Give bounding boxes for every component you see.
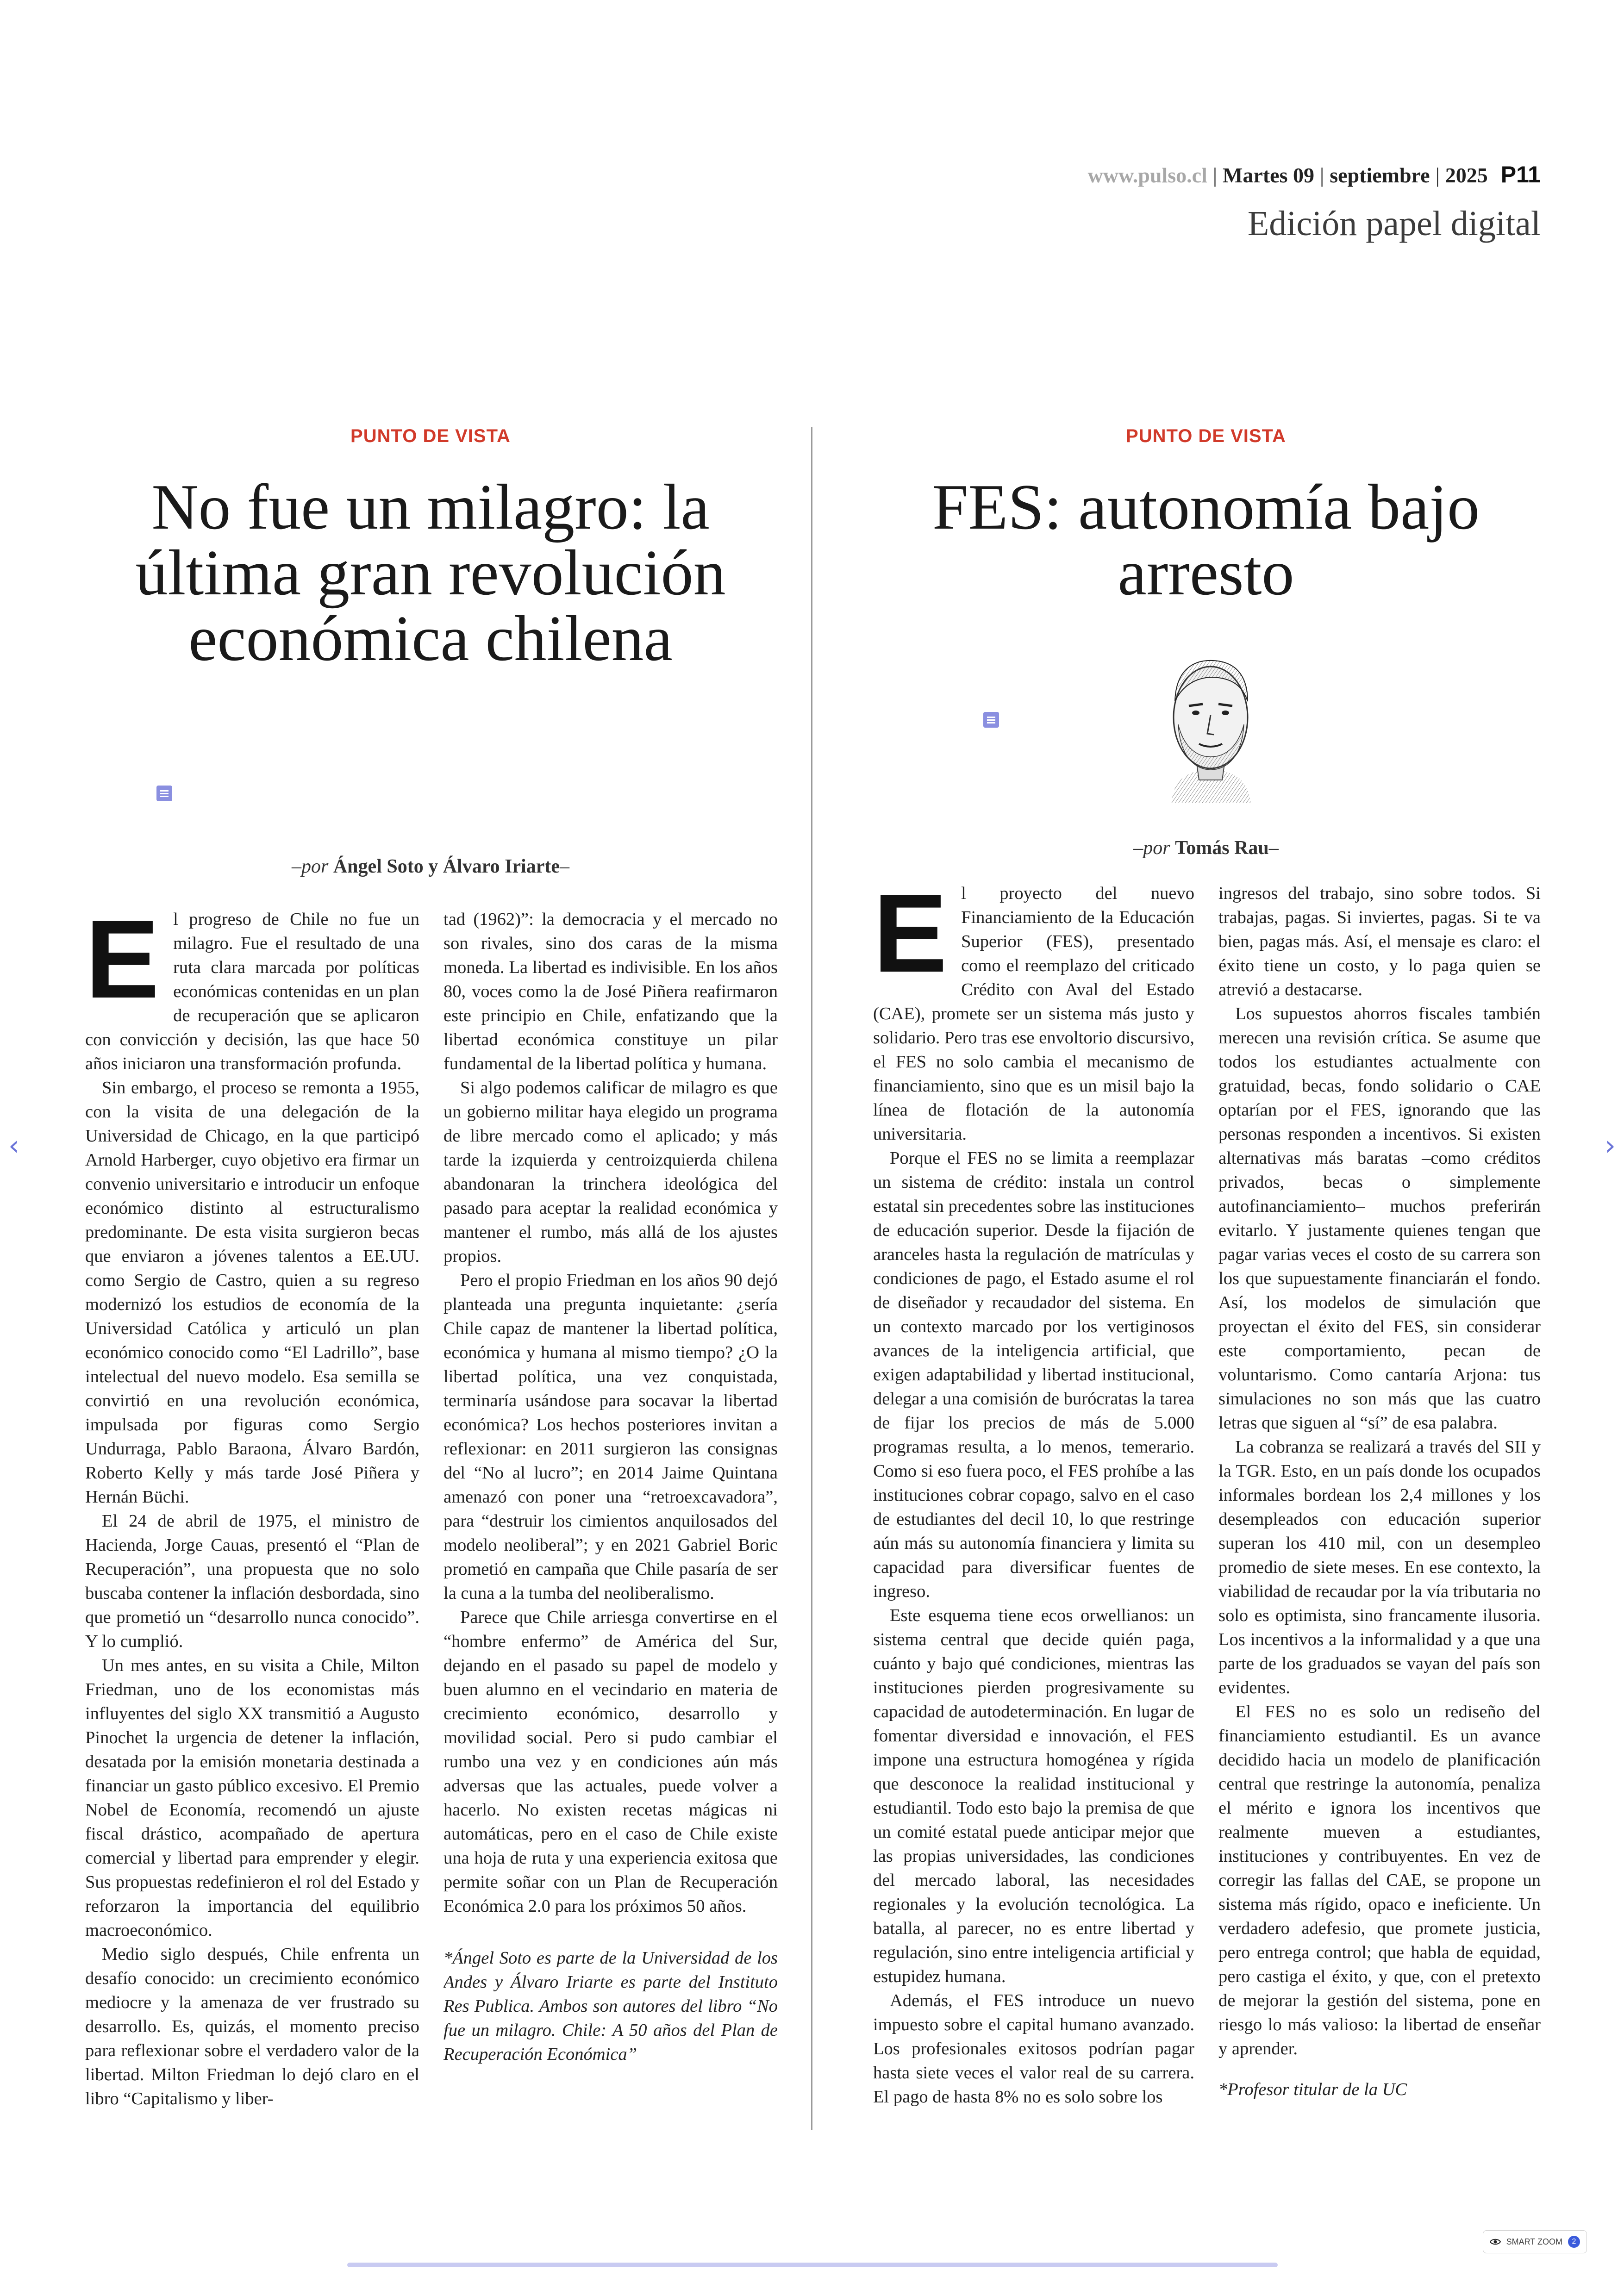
paragraph: El 24 de abril de 1975, el ministro de Hacienda, Jorge Cauas, presentó el “Plan de Recuperación”, una propuesta que no solo buscaba contener la inflación desbordada, sino que prometió un “desarrollo nunca conocido”. Y lo cumplió. [85,1511,419,1651]
paragraph: Los supuestos ahorros fiscales también merecen una revisión crítica. Se asume que todos los estudiantes actualmente con gratuidad, becas, fondo solidario o CAE optarían por el FES, ignorando que las personas responden a incentivos. Si existen alternativas más baratas –como créditos privados, becas o simplemente autofinanciamiento– muchos preferirán evitarlo. Y justamente quienes tengan que pagar varias veces el costo de su carrera son los que supuestamente financiarán el fondo. Así, los modelos de simulación que proyectan el éxito del FES, sin considerar este comportamiento, pecan de voluntarismo. Como cantaría Arjona: tus simulaciones no son más que las cuatro letras que siguen al “sí” de esa palabra. [1218,1004,1541,1433]
column-divider [811,427,812,2130]
right-article-column-2 [1218,881,1541,2140]
paragraph: l progreso de Chile no fue un milagro. Fue el resultado de una ruta clara marcada por políticas económicas contenidas en un plan de recuperación que se aplicaron con convicción y decisión, las que hace 50 años iniciaron una transformación profunda. [85,910,419,1073]
left-byline-suffix: – [560,856,569,877]
issue-year: 2025 [1445,163,1488,187]
left-headline: No fue un milagro: la última gran revolución económica chilena [135,471,726,674]
left-byline [83,855,778,878]
paragraph: Este esquema tiene ecos orwellianos: un sistema central que decide quién paga, cuánto y bajo qué condiciones, mientras las instituciones pierden progresivamente su capacidad de autodeterminación. En lugar de fomentar diversidad e innovación, el FES impone una estructura homogénea y rígida que desconoce la realidad institucional y estudiantil. Todo esto bajo la premisa de que un comité estatal puede anticipar mejor que las propias universidades, las condiciones del mercado laboral, las necesidades regionales y la evolución tecnológica. La batalla, al parecer, no es entre libertad y regulación, sino entre inteligencia artificial y estupidez humana. [873,1606,1194,1986]
author-note: *Profesor titular de la UC [1218,2080,1407,2099]
right-byline-authors: Tomás Rau [1175,837,1269,859]
smart-zoom-count-badge: 2 [1568,2236,1580,2248]
paragraph: l proyecto del nuevo Financiamiento de la Educación Superior (FES), presentado como el reemplazo del criticado Crédito con Aval del Estado (CAE), promete ser un sistema más justo y solidario. Pero tras ese envoltorio discursivo, el FES no solo cambia el mecanismo de financiamiento, sino que es un misil bajo la línea de flotación de la autonomía universitaria. [873,884,1194,1144]
left-kicker: PUNTO DE VISTA [350,426,511,446]
paragraph: Porque el FES no se limita a reemplazar un sistema de crédito: instala un control estatal sin precedentes sobre las instituciones de educación superior. Desde la fijación de aranceles hasta la regulación de matrículas y condiciones de pago, el Estado asume el rol de diseñador y recaudador del sistema. En un contexto marcado por los vertiginosos avances de la inteligencia artificial, que exigen adaptabilidad y libertad institucional, delegar a una comisión de burócratas la tarea de fijar los precios de más de 5.000 programas resulta, a lo menos, temerario. Como si eso fuera poco, el FES prohíbe a las instituciones cobrar copago, salvo en el caso de estudiantes del decil 10, lo que restringe aún más su autonomía financiera y limita su capacidad para diversificar fuentes de ingreso. [873,1148,1194,1601]
paragraph: Un mes antes, en su visita a Chile, Milton Friedman, uno de los economistas más influyentes del siglo XX transmitió a Augusto Pinochet la urgencia de detener la inflación, desatada por la emisión monetaria destinada a financiar un gasto público excesivo. El Premio Nobel de Economía, recomendó un ajuste fiscal drástico, acompañado de apertura comercial y libertad para emprender y elegir. Sus propuestas redefinieron el rol del Estado y reforzaron la importancia del equilibrio macroeconómico. [85,1656,419,1940]
issue-month: septiembre [1330,163,1430,187]
page-header: www.pulso.cl | Martes 09 | septiembre | 2025 P11 [1087,162,1541,187]
paragraph: Parece que Chile arriesga convertirse en el “hombre enfermo” de América del Sur, dejando en el pasado su papel de modelo y buen alumno en el vecindario en materia de crecimiento económico, desarrollo y movilidad social. Pero si pudo cambiar el rumbo una vez y en condiciones aún más adversas que las actuales, puede volver a hacerlo. No existen recetas mágicas ni automáticas, pero en el caso de Chile existe una hoja de ruta y una experiencia exitosa que permite soñar con un Plan de Recuperación Económica 2.0 para los próximos 50 años. [443,1608,778,1916]
prev-page-arrow-icon[interactable]: ‹ [8,1129,19,1162]
horizontal-scrollbar[interactable] [347,2263,1278,2267]
smart-zoom-label: SMART ZOOM [1506,2237,1562,2246]
annotation-note-icon[interactable] [983,712,999,728]
paragraph: La cobranza se realizará a través del SII y la TGR. Esto, en un país donde los ocupados informales bordean los 2,4 millones y los desempleados con educación superior superan los 410 mil, con un desempleo promedio de siete meses. En ese contexto, la viabilidad de recaudar por la vía tributaria no solo es optimista, sino francamente ilusoria. Los incentivos a la informalidad y a que una parte de los graduados se vayan del país son evidentes. [1218,1437,1541,1697]
paragraph: Sin embargo, el proceso se remonta a 1955, con la visita de una delegación de la Universidad de Chicago, en la que participó Arnold Harberger, cuyo objetivo era firmar un convenio universitario e introducir un enfoque económico distinto al estructuralismo predominante. De esta visita surgieron becas que enviaron a jóvenes talentos a EE.UU. como Sergio de Castro, quien a su regreso modernizó los estudios de economía de la Universidad Católica y articuló un plan económico conocido como “El Ladrillo”, base intelectual del nuevo modelo. Esa semilla se convirtió en una revolución económica, impulsada por figuras como Sergio Undurraga, Pablo Baraona, Álvaro Bardón, Roberto Kelly y más tarde José Piñera y Hernán Büchi. [85,1078,419,1507]
right-byline [861,837,1551,859]
paragraph: Además, el FES introduce un nuevo impuesto sobre el capital humano avanzado. Los profesionales exitosos podrían pagar hasta siete veces el valor real de su carrera. El pago de hasta 8% no es solo sobre los [873,1991,1194,2107]
page-number: P11 [1500,162,1541,187]
left-article-column-1 [85,907,419,2139]
annotation-note-icon[interactable] [156,786,172,801]
left-drop-cap: E [85,907,160,1021]
paragraph: ingresos del trabajo, sino sobre todos. Si trabajas, pagas. Si inviertes, pagas. Si te va bien, pagas más. Así, el mensaje es claro: el éxito tiene un costo, y lo paga quien se atrevió a destacarse. [1218,884,1541,999]
left-article-column-2 [443,907,778,2139]
right-article-column-1 [873,881,1194,2140]
edition-label: Edición papel digital [1247,204,1541,243]
eye-icon [1490,2238,1501,2245]
author-note: *Ángel Soto es parte de la Universidad de los Andes y Álvaro Iriarte es parte del Instituto Res Publica. Ambos son autores del libro “No fue un milagro. Chile: A 50 años del Plan de Recuperación Económica” [443,1948,778,2064]
left-byline-authors: Ángel Soto y Álvaro Iriarte [333,856,560,877]
issue-day: Martes 09 [1223,163,1315,187]
right-byline-suffix: – [1268,837,1279,859]
paragraph: tad (1962)”: la democracia y el mercado no son rivales, sino dos caras de la misma moneda. La libertad es indivisible. En los años 80, voces como la de José Piñera reafirmaron este principio en Chile, enfatizando que la libertad económica constituye un pilar fundamental de la libertad política y humana. [443,910,778,1073]
site-url: www.pulso.cl [1087,163,1207,187]
paragraph: Si algo podemos calificar de milagro es que un gobierno militar haya elegido un programa de libre mercado como el aplicado; y más tarde la izquierda y centroizquierda chilena abandonaran la trinchera ideológica del pasado para aceptar la realidad económica y mantener el rumbo, más allá de los ajustes propios. [443,1078,778,1266]
right-drop-cap: E [873,881,948,995]
paragraph: El FES no es solo un rediseño del financiamiento estudiantil. Es un avance decidido hacia un modelo de planificación central que restringe la autonomía, penaliza el mérito e ignora los incentivos que realmente mueven a estudiantes, instituciones y contribuyentes. En vez de corregir las fallas del CAE, se propone un sistema más rígido, opaco e ineficiente. Un verdadero adefesio, que promete justicia, pero entrega control; que habla de equidad, pero castiga el éxito, y que, con el pretexto de mejorar la gestión del sistema, pone en riesgo lo más valioso: la libertad de enseñar y aprender. [1218,1702,1541,2058]
paragraph: Pero el propio Friedman en los años 90 dejó planteada una pregunta inquietante: ¿sería Chile capaz de mantener la libertad política, económica y humana al mismo tiempo? ¿O la libertad política, una vez conquistada, terminaría usándose para socavar la libertad económica? Los hechos posteriores invitan a reflexionar: en 2011 surgieron las consignas del “No al lucro”; en 2014 Jaime Quintana amenazó con poner una “retroexcavadora”, para “destruir los cimientos anquilosados del modelo neoliberal”; y en 2021 Gabriel Boric prometió en campaña que Chile pasaría de ser la cuna a la tumba del neoliberalismo. [443,1271,778,1603]
author-portrait [1153,646,1268,803]
right-headline: FES: autonomía bajo arresto [932,471,1480,609]
paragraph: Medio siglo después, Chile enfrenta un desafío conocido: un crecimiento económico mediocre y la amenaza de ver frustrado su desarrollo. Es, quizás, el momento preciso para reflexionar sobre el verdadero valor de la libertad. Milton Friedman lo dejó claro en el libro “Capitalismo y liber- [85,1945,419,2108]
next-page-arrow-icon[interactable]: › [1605,1129,1616,1162]
smart-zoom-button[interactable] [1483,2230,1587,2253]
right-byline-prefix: –por [1133,837,1170,859]
left-byline-prefix: –por [291,856,329,877]
right-kicker: PUNTO DE VISTA [1126,426,1286,446]
